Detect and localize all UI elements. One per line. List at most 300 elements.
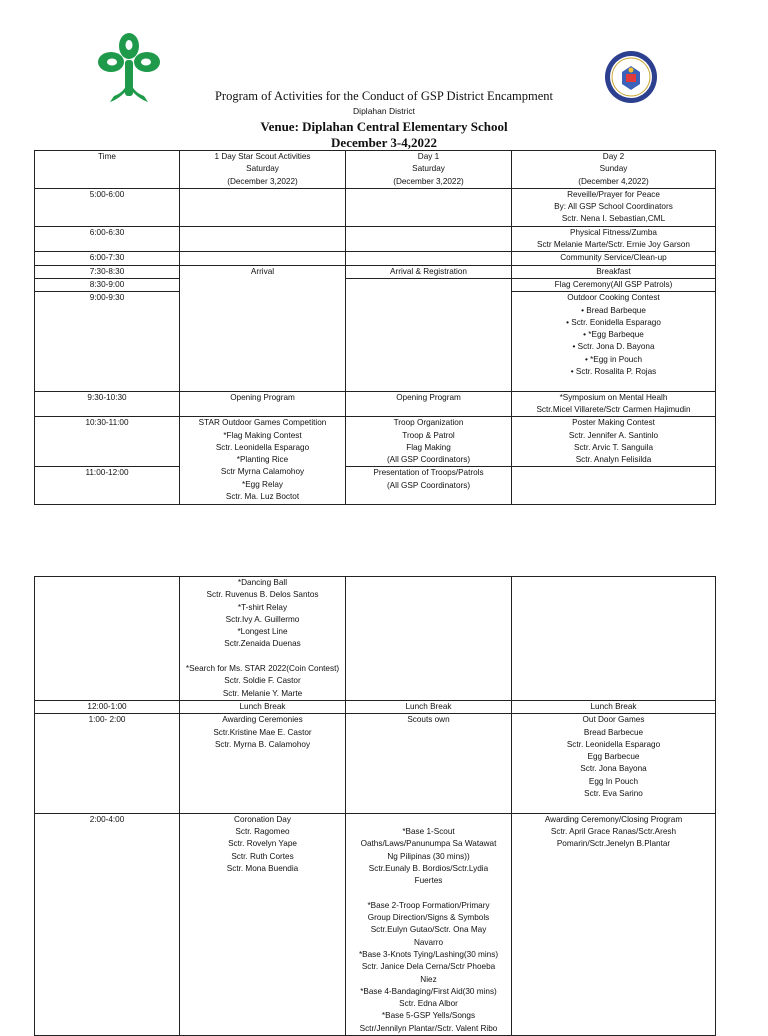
day1-cell [346,188,512,226]
cell-line: Sctr. Nena I. Sebastian,CML [561,214,666,224]
cell-line [37,851,177,863]
cell-line [514,1023,713,1035]
time-cell [35,252,180,265]
cell-line [348,651,509,663]
cell-line [182,227,343,239]
time-cell [35,292,180,391]
cell-line: *Base 4-Bandaging/First Aid(30 mins) [360,986,497,996]
star-scout-cell [180,577,346,701]
star-scout-cell [180,252,346,265]
cell-line: Presentation of Troops/Patrols [373,468,484,478]
cell-line: Poster Making Contest [572,418,655,428]
cell-line: Ng Pilipinas (30 mins)) [387,851,470,861]
cell-line [37,430,177,442]
cell-line: *Base 3-Knots Tying/Lashing(30 mins) [358,949,499,959]
cell-line: 1:00- 2:00 [88,715,126,725]
cell-line [348,279,509,291]
table-row [35,700,716,713]
cell-line [514,863,713,875]
cell-line [348,227,509,239]
cell-line [348,814,509,826]
cell-line: Troop & Patrol [402,430,455,440]
cell-line [514,577,713,589]
time-cell [35,278,180,291]
time-cell [35,714,180,813]
cell-line [348,602,509,614]
venue-label: Venue: Diplahan Central Elementary School [260,119,508,134]
cell-line: Community Service/Clean-up [560,253,667,263]
cell-line [348,577,509,589]
cell-line [182,201,343,213]
column-header [346,151,512,189]
cell-line [182,924,343,936]
cell-line: 6:00-6:30 [89,227,125,237]
cell-line: Fuertes [414,876,443,886]
cell-line [514,688,713,700]
cell-line [182,1023,343,1035]
cell-line [37,863,177,875]
cell-line: (All GSP Coordinators) [386,455,471,465]
cell-line [514,492,713,504]
cell-line: Outdoor Cooking Contest [567,293,660,303]
cell-line: 10:30-11:00 [85,418,129,428]
table-row [35,252,716,265]
cell-line [37,329,177,341]
cell-line: Troop Organization [393,418,464,428]
time-cell [35,467,180,505]
day2-cell [512,226,716,252]
cell-line: 1 Day Star Scout Activities [214,152,311,161]
cell-line: • *Egg in Pouch [584,354,643,364]
cell-line [348,688,509,700]
cell-line [37,442,177,454]
day2-cell [512,467,716,505]
cell-line [182,763,343,775]
cell-line [348,887,509,899]
cell-line: Day 1 [417,152,440,161]
cell-line: Sctr.Eulyn Gutao/Sctr. Ona May [370,925,487,935]
day1-cell [346,265,512,278]
schedule-table-part-1 [34,150,716,505]
cell-line [348,663,509,675]
cell-line: 6:00-7:30 [89,253,125,263]
cell-line [348,213,509,225]
cell-line [37,751,177,763]
cell-line [348,638,509,650]
day2-cell [512,265,716,278]
cell-line [37,998,177,1010]
cell-line [37,239,177,251]
cell-line: Time [98,152,116,161]
cell-line: Sctr.Kristine Mae E. Castor [213,727,312,737]
day1-cell [346,700,512,713]
cell-line: Sctr. Ragomeo [235,826,290,836]
cell-line: (All GSP Coordinators) [386,480,471,490]
cell-line: 11:00-12:00 [85,468,129,478]
cell-line: Group Direction/Signs & Symbols [367,913,490,923]
cell-line: Out Door Games [582,715,645,725]
cell-line: Sctr. April Grace Ranas/Sctr.Aresh [550,826,677,836]
cell-line: Sctr. Mona Buendia [226,863,299,873]
cell-line [37,788,177,800]
cell-line [514,480,713,492]
cell-line [182,912,343,924]
cell-line [182,651,343,663]
cell-line [348,589,509,601]
cell-line [182,776,343,788]
cell-line [348,675,509,687]
cell-line: Navarro [413,937,444,947]
cell-line [182,252,343,264]
cell-line [514,875,713,887]
table-row [35,265,716,278]
cell-line [37,949,177,961]
cell-line: Opening Program [230,392,295,402]
cell-line [37,727,177,739]
cell-line [182,751,343,763]
cell-line [182,937,343,949]
cell-line: 5:00-6:00 [89,189,125,199]
cell-line [514,949,713,961]
time-cell [35,188,180,226]
star-scout-cell [180,417,346,505]
cell-line: 9:00-9:30 [89,293,125,303]
cell-line: *Symposium on Mental Healh [559,392,668,402]
table-row [35,417,716,467]
day2-cell [512,391,716,417]
cell-line [37,404,177,416]
cell-line [37,1010,177,1022]
table-row [35,391,716,417]
cell-line: Niez [420,974,437,984]
cell-line [37,1023,177,1035]
cell-line [37,675,177,687]
cell-line: *Base 5-GSP Yells/Songs [381,1011,476,1021]
cell-line [348,788,509,800]
day1-cell [346,391,512,417]
cell-line: *Base 2-Troop Formation/Primary [367,900,490,910]
schedule-table-part-2 [34,576,716,1036]
cell-line: Sctr. Eva Sarino [584,789,643,799]
cell-line: 8:30-9:00 [89,279,125,289]
cell-line: *Planting Rice [236,455,289,465]
cell-line [37,688,177,700]
cell-line: Pomarin/Sctr.Jenelyn B.Plantar [556,839,671,849]
cell-line [514,924,713,936]
cell-line: Sctr/Jennilyn Plantar/Sctr. Valent Ribo [359,1023,498,1033]
cell-line [37,937,177,949]
cell-line [37,986,177,998]
table-row [35,577,716,701]
cell-line [37,480,177,492]
cell-line: 12:00-1:00 [87,701,127,711]
cell-line: 2:00-4:00 [89,814,125,824]
cell-line: Saturday [412,164,445,174]
dates-label: December 3-4,2022 [331,135,437,150]
cell-line [37,378,177,390]
cell-line [37,912,177,924]
day1-cell [346,417,512,467]
cell-line: Oaths/Laws/Panunumpa Sa Watawat [360,839,497,849]
cell-line [514,961,713,973]
cell-line [514,986,713,998]
cell-line: Lunch Break [405,701,452,711]
cell-line [348,404,509,416]
cell-line: Sctr. Jona Bayona [580,764,647,774]
cell-line [514,851,713,863]
cell-line: Awarding Ceremony/Closing Program [544,814,683,824]
cell-line [348,800,509,812]
cell-line [37,887,177,899]
cell-line [514,626,713,638]
cell-line [37,201,177,213]
cell-line [37,176,177,188]
day1-cell [346,813,512,1035]
time-cell [35,265,180,278]
cell-line [182,239,343,251]
day1-cell [346,714,512,813]
table-row [35,813,716,1035]
column-header [180,151,346,189]
cell-line: Arrival & Registration [390,266,467,276]
star-scout-cell [180,391,346,417]
cell-line: Sctr.Micel Villarete/Sctr Carmen Hajimudin [536,404,691,414]
cell-line: Sctr.Eunaly B. Bordios/Sctr.Lydia [368,863,489,873]
cell-line [37,454,177,466]
cell-line: Sunday [599,164,628,174]
cell-line [348,751,509,763]
cell-line [182,213,343,225]
cell-line [514,912,713,924]
cell-line [182,986,343,998]
day1-cell [346,226,512,252]
cell-line: Flag Ceremony(All GSP Patrols) [554,279,673,289]
cell-line [182,1010,343,1022]
star-scout-cell [180,714,346,813]
cell-line [348,252,509,264]
table-header-row [35,151,716,189]
table-row [35,467,716,505]
cell-line: • Sctr. Rosalita P. Rojas [570,367,657,377]
cell-line [37,638,177,650]
cell-line: (December 3,2022) [393,176,464,186]
cell-line [37,651,177,663]
cell-line [348,727,509,739]
cell-line [37,763,177,775]
day1-cell [346,467,512,505]
cell-line: *Longest Line [237,627,288,637]
cell-line [37,213,177,225]
cell-line [182,974,343,986]
cell-line [37,826,177,838]
cell-line [37,305,177,317]
cell-line [37,900,177,912]
day1-cell [346,577,512,701]
cell-line: Egg Barbecue [587,752,640,762]
cell-line: Reveille/Prayer for Peace [567,189,660,199]
time-cell [35,226,180,252]
time-cell [35,417,180,467]
cell-line: Sctr. Leonidella Esparago [215,442,310,452]
day2-cell [512,577,716,701]
cell-line: *Base 1-Scout [402,826,455,836]
cell-line [348,189,509,201]
cell-line [37,614,177,626]
day2-cell [512,700,716,713]
document-title: Program of Activities for the Conduct of GSP District Encampment [214,89,554,103]
cell-line: Bread Barbecue [583,727,644,737]
cell-line: • Sctr. Eonidella Esparago [566,317,661,327]
cell-line: *Flag Making Contest [223,430,302,440]
cell-line [348,492,509,504]
cell-line: • Sctr. Jona D. Bayona [572,342,655,352]
column-header [35,151,180,189]
cell-line: *Egg Relay [242,479,283,489]
table-row [35,278,716,291]
cell-line: STAR Outdoor Games Competition [198,418,327,428]
day2-cell [512,278,716,291]
cell-line [348,201,509,213]
cell-line: Opening Program [396,392,461,402]
cell-line [514,638,713,650]
cell-line [348,614,509,626]
cell-line [37,974,177,986]
star-scout-cell [180,226,346,252]
table-row [35,226,716,252]
cell-line: Sctr. Ruvenus B. Delos Santos [206,590,319,600]
cell-line [37,492,177,504]
cell-line [182,875,343,887]
table-row [35,188,716,226]
cell-line [514,378,713,390]
cell-line [514,998,713,1010]
star-scout-cell [180,265,346,391]
cell-line: Coronation Day [234,814,291,824]
cell-line: Sctr. Analyn Felisilda [575,455,652,465]
cell-line [182,998,343,1010]
day2-cell [512,417,716,467]
cell-line [37,776,177,788]
cell-line [37,577,177,589]
cell-line [348,739,509,751]
cell-line: Sctr Myrna Calamohoy [220,467,305,477]
cell-line [514,974,713,986]
cell-line [514,651,713,663]
cell-line: Awarding Ceremonies [222,715,303,725]
cell-line [37,354,177,366]
cell-line [182,189,343,201]
cell-line: Lunch Break [239,701,286,711]
cell-line [514,900,713,912]
time-cell [35,391,180,417]
district-label: Diplahan District [353,106,415,116]
cell-line: Sctr. Soldie F. Castor [224,676,301,686]
cell-line: (December 4,2022) [578,176,649,186]
cell-line: Sctr. Melanie Y. Marte [222,688,303,698]
cell-line [37,341,177,353]
cell-line: Sctr. Leonidella Esparago [566,739,661,749]
cell-line [182,887,343,899]
cell-line [182,404,343,416]
cell-line [37,317,177,329]
cell-line [348,239,509,251]
time-cell [35,577,180,701]
cell-line: Saturday [246,164,279,174]
cell-line: Sctr.Ivy A. Guillermo [225,614,300,624]
cell-line [37,961,177,973]
cell-line [182,949,343,961]
cell-line: Breakfast [596,266,631,276]
cell-line: • Bread Barbeque [581,305,646,315]
cell-line [514,602,713,614]
cell-line [182,800,343,812]
cell-line [37,663,177,675]
star-scout-cell [180,700,346,713]
time-cell [35,700,180,713]
cell-line [348,626,509,638]
cell-line [514,614,713,626]
cell-line: Sctr.Zenaida Duenas [224,639,301,649]
cell-line [348,776,509,788]
table-row [35,714,716,813]
cell-line [182,900,343,912]
day2-cell [512,292,716,391]
cell-line [514,887,713,899]
cell-line [514,800,713,812]
cell-line: Egg In Pouch [588,776,639,786]
cell-line [37,602,177,614]
cell-line: (December 3,2022) [227,176,298,186]
cell-line: Arrival [250,266,275,276]
cell-line [37,626,177,638]
cell-line: Scouts own [407,715,450,725]
cell-line: Lunch Break [590,701,637,711]
cell-line: Sctr. Janice Dela Cerna/Sctr Phoeba [361,962,496,972]
day2-cell [512,714,716,813]
cell-line: Flag Making [406,442,451,452]
cell-line: Sctr. Edna Albor [399,999,458,1009]
cell-line [37,875,177,887]
time-cell [35,813,180,1035]
cell-line [514,663,713,675]
cell-line [37,589,177,601]
cell-line [37,366,177,378]
cell-line [182,961,343,973]
star-scout-cell [180,813,346,1035]
cell-line [37,800,177,812]
day1-cell [346,278,512,391]
cell-line: Sctr. Jennifer A. Santinlo [568,430,659,440]
cell-line: Sctr Melanie Marte/Sctr. Ernie Joy Garson [537,240,690,250]
cell-line: *T-shirt Relay [237,602,288,612]
cell-line: *Dancing Ball [237,578,288,587]
cell-line [514,1010,713,1022]
cell-line: Day 2 [602,152,625,161]
cell-line [348,763,509,775]
cell-line [37,924,177,936]
cell-line: • *Egg Barbeque [583,330,644,340]
cell-line [514,675,713,687]
day2-cell [512,813,716,1035]
cell-line [37,838,177,850]
cell-line: 7:30-8:30 [89,266,125,276]
cell-line [514,937,713,949]
cell-line: Sctr. Ruth Cortes [231,851,294,861]
cell-line: *Search for Ms. STAR 2022(Coin Contest) [185,664,340,674]
day2-cell [512,252,716,265]
column-header [512,151,716,189]
cell-line: Sctr. Ma. Luz Boctot [225,492,300,502]
